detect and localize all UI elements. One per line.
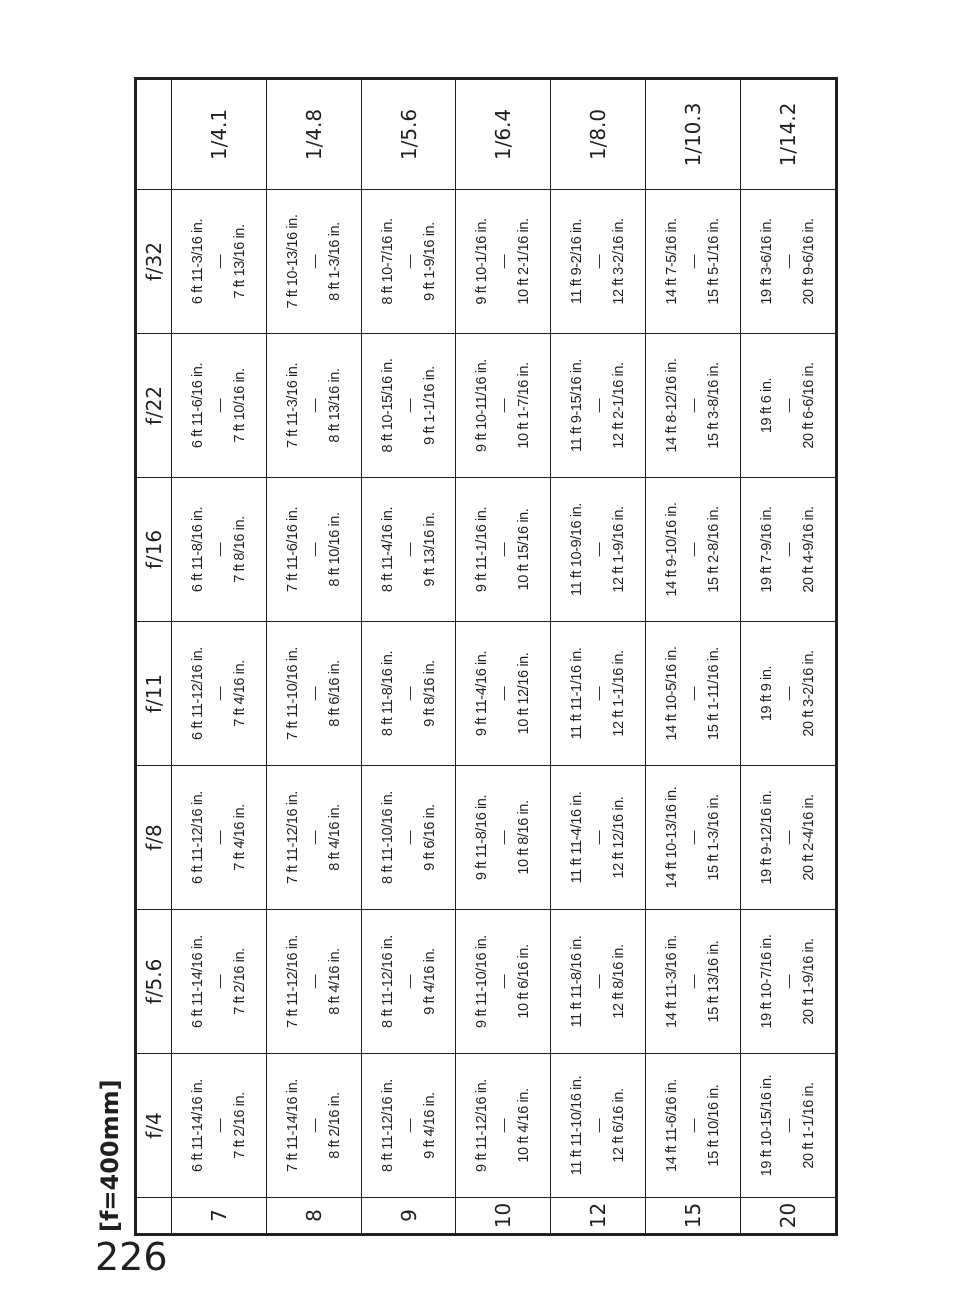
range-dash: — <box>779 830 796 845</box>
far-limit: 12 ft 3-2/16 in. <box>611 218 628 305</box>
far-limit: 8 ft 6/16 in. <box>326 660 343 727</box>
depth-range-cell <box>361 766 456 910</box>
range-dash: — <box>590 974 607 989</box>
far-limit: 10 ft 4/16 in. <box>516 1088 533 1163</box>
range-dash: — <box>495 542 512 557</box>
range-dash: — <box>305 398 322 413</box>
range-dash: — <box>684 686 701 701</box>
near-limit: 11 ft 9-15/16 in. <box>569 359 586 452</box>
far-limit: 20 ft 1-9/16 in. <box>800 938 817 1025</box>
near-limit: 14 ft 11-6/16 in. <box>663 1079 680 1172</box>
far-limit: 15 ft 1-11/16 in. <box>705 647 722 740</box>
near-limit: 14 ft 11-3/16 in. <box>663 935 680 1028</box>
range-dash: — <box>779 1118 796 1133</box>
far-limit: 9 ft 4/16 in. <box>421 948 438 1015</box>
near-limit: 14 ft 7-5/16 in. <box>663 218 680 305</box>
near-limit: 14 ft 9-10/16 in. <box>663 502 680 597</box>
reproduction-ratio-cell: 1/14.2 <box>740 79 836 190</box>
far-limit: 7 ft 8/16 in. <box>231 516 248 583</box>
range-dash: — <box>210 830 227 845</box>
far-limit: 12 ft 2-1/16 in. <box>611 362 628 449</box>
reproduction-ratio-cell: 1/4.1 <box>172 79 267 190</box>
depth-range-cell <box>456 190 551 334</box>
far-limit: 8 ft 1-3/16 in. <box>326 222 343 301</box>
near-limit: 14 ft 8-12/16 in. <box>663 358 680 453</box>
depth-range-cell <box>266 1054 361 1198</box>
table-row <box>740 79 836 1235</box>
range-dash: — <box>400 1118 417 1133</box>
near-limit: 8 ft 11-4/16 in. <box>379 506 396 593</box>
table-row <box>266 79 361 1235</box>
far-limit: 20 ft 3-2/16 in. <box>800 650 817 737</box>
near-limit: 7 ft 11-10/16 in. <box>284 647 301 740</box>
near-limit: 7 ft 11-12/16 in. <box>284 791 301 884</box>
depth-range-cell <box>456 622 551 766</box>
range-dash: — <box>779 974 796 989</box>
near-limit: 8 ft 11-12/16 in. <box>379 1079 396 1172</box>
near-limit: 11 ft 11-1/16 in. <box>569 647 586 740</box>
depth-range-cell <box>172 478 267 622</box>
range-dash: — <box>590 1118 607 1133</box>
depth-range-cell <box>361 334 456 478</box>
near-limit: 8 ft 11-12/16 in. <box>379 935 396 1028</box>
far-limit: 9 ft 1-9/16 in. <box>421 222 438 301</box>
near-limit: 9 ft 10-11/16 in. <box>474 359 491 452</box>
far-limit: 10 ft 8/16 in. <box>516 800 533 875</box>
range-dash: — <box>779 254 796 269</box>
near-limit: 6 ft 11-14/16 in. <box>189 935 206 1028</box>
far-limit: 7 ft 4/16 in. <box>231 660 248 727</box>
far-limit: 8 ft 10/16 in. <box>326 512 343 587</box>
far-limit: 10 ft 12/16 in. <box>516 652 533 735</box>
far-limit: 9 ft 13/16 in. <box>421 512 438 587</box>
depth-range-cell <box>740 1054 836 1198</box>
near-limit: 11 ft 11-4/16 in. <box>569 791 586 884</box>
reproduction-ratio-cell: 1/5.6 <box>361 79 456 190</box>
far-limit: 20 ft 6-6/16 in. <box>800 362 817 449</box>
aperture-header: f/16 <box>136 478 172 622</box>
range-dash: — <box>495 1118 512 1133</box>
range-dash: — <box>210 686 227 701</box>
range-dash: — <box>400 974 417 989</box>
range-dash: — <box>400 542 417 557</box>
depth-range-cell <box>551 622 646 766</box>
far-limit: 10 ft 6/16 in. <box>516 944 533 1019</box>
depth-range-cell <box>646 478 741 622</box>
range-dash: — <box>305 1118 322 1133</box>
near-limit: 8 ft 11-10/16 in. <box>379 791 396 884</box>
range-dash: — <box>495 254 512 269</box>
distance-cell: 15 <box>646 1198 741 1235</box>
near-limit: 7 ft 11-12/16 in. <box>284 935 301 1028</box>
depth-range-cell <box>740 478 836 622</box>
depth-range-cell <box>172 190 267 334</box>
depth-range-cell <box>456 766 551 910</box>
reproduction-ratio-cell: 1/6.4 <box>456 79 551 190</box>
far-limit: 20 ft 4-9/16 in. <box>800 506 817 593</box>
depth-range-cell <box>551 334 646 478</box>
far-limit: 15 ft 2-8/16 in. <box>705 506 722 593</box>
depth-range-cell <box>361 622 456 766</box>
depth-range-cell <box>266 910 361 1054</box>
depth-range-cell <box>740 190 836 334</box>
range-dash: — <box>590 830 607 845</box>
near-limit: 6 ft 11-3/16 in. <box>189 218 206 305</box>
depth-range-cell <box>646 910 741 1054</box>
far-limit: 8 ft 4/16 in. <box>326 804 343 871</box>
near-limit: 9 ft 11-12/16 in. <box>474 1079 491 1172</box>
distance-cell: 7 <box>172 1198 267 1235</box>
reproduction-ratio-cell: 1/8.0 <box>551 79 646 190</box>
far-limit: 7 ft 4/16 in. <box>231 804 248 871</box>
depth-range-cell <box>172 766 267 910</box>
far-limit: 12 ft 1-9/16 in. <box>611 506 628 593</box>
far-limit: 9 ft 1-1/16 in. <box>421 366 438 445</box>
table-row <box>172 79 267 1235</box>
near-limit: 6 ft 11-12/16 in. <box>189 791 206 884</box>
range-dash: — <box>210 398 227 413</box>
near-limit: 11 ft 9-2/16 in. <box>569 218 586 305</box>
ratio-header <box>136 79 172 190</box>
near-limit: 19 ft 6 in. <box>758 377 775 434</box>
corner-cell <box>136 1198 172 1235</box>
far-limit: 8 ft 13/16 in. <box>326 368 343 443</box>
near-limit: 7 ft 11-14/16 in. <box>284 1079 301 1172</box>
range-dash: — <box>684 542 701 557</box>
near-limit: 19 ft 7-9/16 in. <box>758 506 775 593</box>
distance-cell: 8 <box>266 1198 361 1235</box>
range-dash: — <box>495 398 512 413</box>
page-number: 226 <box>95 1235 168 1279</box>
near-limit: 19 ft 9 in. <box>758 665 775 722</box>
range-dash: — <box>400 830 417 845</box>
near-limit: 8 ft 10-15/16 in. <box>379 358 396 453</box>
near-limit: 6 ft 11-12/16 in. <box>189 647 206 740</box>
depth-range-cell <box>551 910 646 1054</box>
aperture-header: f/22 <box>136 334 172 478</box>
depth-range-cell <box>740 622 836 766</box>
range-dash: — <box>495 830 512 845</box>
far-limit: 7 ft 13/16 in. <box>231 224 248 299</box>
range-dash: — <box>684 1118 701 1133</box>
distance-cell: 20 <box>740 1198 836 1235</box>
near-limit: 8 ft 10-7/16 in. <box>379 218 396 305</box>
near-limit: 19 ft 10-7/16 in. <box>758 934 775 1029</box>
depth-range-cell <box>456 334 551 478</box>
table-row <box>456 79 551 1235</box>
far-limit: 15 ft 1-3/16 in. <box>705 794 722 881</box>
range-dash: — <box>305 974 322 989</box>
far-limit: 7 ft 2/16 in. <box>231 1092 248 1159</box>
range-dash: — <box>400 686 417 701</box>
table-body <box>172 79 837 1235</box>
range-dash: — <box>590 254 607 269</box>
range-dash: — <box>590 398 607 413</box>
far-limit: 9 ft 6/16 in. <box>421 804 438 871</box>
far-limit: 9 ft 4/16 in. <box>421 1092 438 1159</box>
near-limit: 9 ft 11-4/16 in. <box>474 650 491 737</box>
range-dash: — <box>305 542 322 557</box>
depth-range-cell <box>361 478 456 622</box>
depth-range-cell <box>646 622 741 766</box>
depth-of-field-table <box>134 77 838 1236</box>
near-limit: 9 ft 11-1/16 in. <box>474 506 491 593</box>
aperture-header: f/32 <box>136 190 172 334</box>
far-limit: 20 ft 9-6/16 in. <box>800 218 817 305</box>
table-row <box>551 79 646 1235</box>
near-limit: 7 ft 10-13/16 in. <box>284 214 301 309</box>
depth-range-cell <box>646 190 741 334</box>
depth-range-cell <box>361 910 456 1054</box>
depth-range-cell <box>266 478 361 622</box>
aperture-header-row <box>136 79 172 1235</box>
distance-cell: 10 <box>456 1198 551 1235</box>
depth-range-cell <box>646 766 741 910</box>
range-dash: — <box>400 398 417 413</box>
depth-range-cell <box>740 766 836 910</box>
near-limit: 7 ft 11-3/16 in. <box>284 362 301 449</box>
focal-length-label: [f=400mm] <box>96 1079 124 1232</box>
far-limit: 9 ft 8/16 in. <box>421 660 438 727</box>
near-limit: 11 ft 10-9/16 in. <box>569 503 586 596</box>
distance-cell: 9 <box>361 1198 456 1235</box>
depth-range-cell <box>266 334 361 478</box>
depth-range-cell <box>361 190 456 334</box>
depth-range-cell <box>646 1054 741 1198</box>
range-dash: — <box>210 974 227 989</box>
aperture-header: f/5.6 <box>136 910 172 1054</box>
far-limit: 7 ft 10/16 in. <box>231 368 248 443</box>
depth-range-cell <box>740 910 836 1054</box>
distance-cell: 12 <box>551 1198 646 1235</box>
near-limit: 9 ft 10-1/16 in. <box>474 218 491 305</box>
far-limit: 12 ft 12/16 in. <box>611 796 628 879</box>
far-limit: 12 ft 8/16 in. <box>611 944 628 1019</box>
far-limit: 20 ft 2-4/16 in. <box>800 794 817 881</box>
far-limit: 12 ft 1-1/16 in. <box>611 650 628 737</box>
depth-range-cell <box>172 334 267 478</box>
depth-range-cell <box>551 478 646 622</box>
range-dash: — <box>305 830 322 845</box>
depth-range-cell <box>266 190 361 334</box>
near-limit: 11 ft 11-10/16 in. <box>569 1075 586 1176</box>
depth-range-cell <box>266 622 361 766</box>
near-limit: 6 ft 11-14/16 in. <box>189 1079 206 1172</box>
near-limit: 9 ft 11-10/16 in. <box>474 935 491 1028</box>
near-limit: 19 ft 3-6/16 in. <box>758 218 775 305</box>
near-limit: 7 ft 11-6/16 in. <box>284 506 301 593</box>
near-limit: 6 ft 11-6/16 in. <box>189 362 206 449</box>
far-limit: 15 ft 13/16 in. <box>705 940 722 1023</box>
aperture-header: f/8 <box>136 766 172 910</box>
range-dash: — <box>400 254 417 269</box>
far-limit: 8 ft 4/16 in. <box>326 948 343 1015</box>
near-limit: 8 ft 11-8/16 in. <box>379 650 396 737</box>
depth-of-field-table-wrapper <box>134 80 838 1236</box>
far-limit: 12 ft 6/16 in. <box>611 1088 628 1163</box>
depth-range-cell <box>551 190 646 334</box>
near-limit: 14 ft 10-13/16 in. <box>663 786 680 889</box>
depth-range-cell <box>456 1054 551 1198</box>
depth-range-cell <box>740 334 836 478</box>
near-limit: 19 ft 9-12/16 in. <box>758 790 775 885</box>
range-dash: — <box>590 686 607 701</box>
depth-range-cell <box>456 478 551 622</box>
depth-range-cell <box>172 622 267 766</box>
far-limit: 15 ft 3-8/16 in. <box>705 362 722 449</box>
far-limit: 15 ft 5-1/16 in. <box>705 218 722 305</box>
far-limit: 10 ft 1-7/16 in. <box>516 362 533 449</box>
range-dash: — <box>590 542 607 557</box>
range-dash: — <box>684 254 701 269</box>
near-limit: 14 ft 10-5/16 in. <box>663 646 680 741</box>
reproduction-ratio-cell: 1/4.8 <box>266 79 361 190</box>
table-row <box>361 79 456 1235</box>
depth-range-cell <box>266 766 361 910</box>
near-limit: 6 ft 11-8/16 in. <box>189 506 206 593</box>
depth-range-cell <box>551 766 646 910</box>
table-row <box>646 79 741 1235</box>
depth-range-cell <box>456 910 551 1054</box>
range-dash: — <box>779 686 796 701</box>
far-limit: 10 ft 15/16 in. <box>516 508 533 591</box>
range-dash: — <box>779 398 796 413</box>
far-limit: 10 ft 2-1/16 in. <box>516 218 533 305</box>
near-limit: 11 ft 11-8/16 in. <box>569 935 586 1028</box>
far-limit: 8 ft 2/16 in. <box>326 1092 343 1159</box>
reproduction-ratio-cell: 1/10.3 <box>646 79 741 190</box>
range-dash: — <box>495 686 512 701</box>
range-dash: — <box>210 254 227 269</box>
depth-range-cell <box>551 1054 646 1198</box>
range-dash: — <box>684 398 701 413</box>
aperture-header: f/11 <box>136 622 172 766</box>
far-limit: 15 ft 10/16 in. <box>705 1084 722 1167</box>
depth-range-cell <box>172 910 267 1054</box>
near-limit: 9 ft 11-8/16 in. <box>474 794 491 881</box>
range-dash: — <box>779 542 796 557</box>
range-dash: — <box>210 542 227 557</box>
depth-range-cell <box>361 1054 456 1198</box>
range-dash: — <box>305 254 322 269</box>
range-dash: — <box>684 830 701 845</box>
near-limit: 19 ft 10-15/16 in. <box>758 1074 775 1177</box>
range-dash: — <box>305 686 322 701</box>
range-dash: — <box>210 1118 227 1133</box>
range-dash: — <box>495 974 512 989</box>
depth-range-cell <box>172 1054 267 1198</box>
aperture-header: f/4 <box>136 1054 172 1198</box>
depth-range-cell <box>646 334 741 478</box>
far-limit: 20 ft 1-1/16 in. <box>800 1082 817 1169</box>
range-dash: — <box>684 974 701 989</box>
far-limit: 7 ft 2/16 in. <box>231 948 248 1015</box>
